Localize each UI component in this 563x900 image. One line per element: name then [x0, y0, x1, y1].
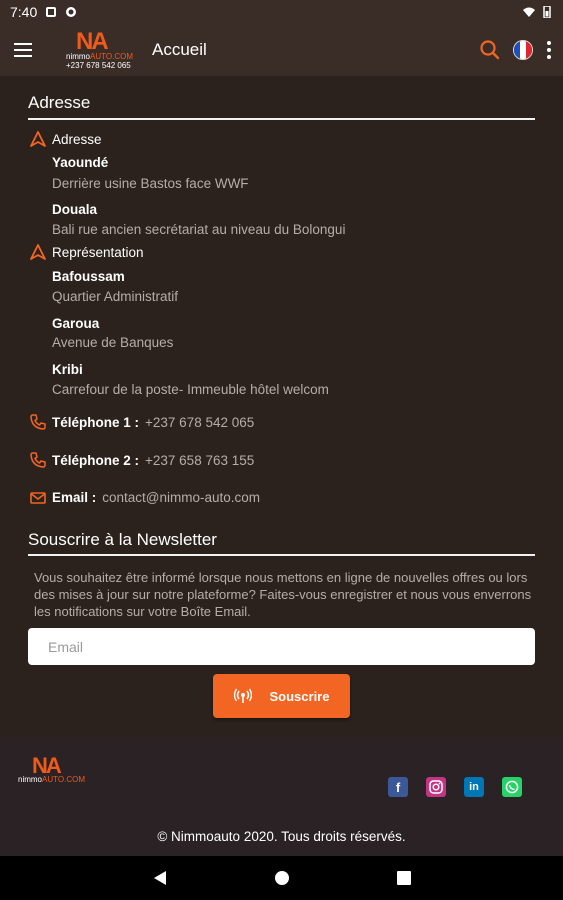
whatsapp-glyph: [505, 780, 519, 794]
footer: [0, 737, 563, 856]
phone-icon: [30, 414, 46, 430]
system-navigation-bar: [0, 856, 563, 900]
phone1-value[interactable]: +237 678 542 065: [145, 414, 255, 430]
divider: [28, 118, 535, 120]
representation-group-label: Représentation: [52, 244, 144, 260]
divider: [28, 554, 535, 556]
copyright-text: © Nimmoauto 2020. Tous droits réservés.: [157, 829, 406, 844]
wifi-icon: [523, 6, 535, 18]
subscribe-button-label: Souscrire: [269, 688, 330, 704]
city-address: Carrefour de la poste- Immeuble hôtel welcom: [52, 382, 329, 397]
mail-icon: [30, 491, 46, 505]
email-label: Email :: [52, 490, 97, 505]
battery-icon: [541, 6, 553, 18]
menu-button[interactable]: [4, 30, 44, 70]
facebook-icon[interactable]: [388, 777, 408, 797]
city-name: Garoua: [52, 316, 100, 331]
newsletter-description: Vous souhaitez être informé lorsque nous mettons en ligne de nouvelles offres ou lors des mises à jour sur notre plateforme? Faites-vous enregistrer et nous vous enverrons les notifications sur votre Boîte Email.: [34, 570, 532, 619]
back-button[interactable]: [148, 866, 172, 890]
logo-brand-prefix: nimmo: [66, 52, 91, 61]
phone-icon: [30, 452, 46, 468]
logo-letters: NA: [76, 28, 107, 55]
linkedin-glyph: in: [469, 781, 479, 793]
broadcast-icon: [234, 688, 252, 704]
language-flag-icon[interactable]: [513, 40, 533, 60]
location-arrow-icon: [30, 244, 46, 260]
whatsapp-icon[interactable]: [502, 777, 522, 797]
footer-logo-brand-prefix: nimmo: [18, 775, 43, 784]
address-section-title: Adresse: [28, 93, 91, 112]
city-address: Bali rue ancien secrétariat au niveau du Bolongui: [52, 222, 346, 237]
recents-button[interactable]: [392, 866, 416, 890]
recents-square-icon: [397, 871, 411, 885]
copyright-status-icon: [65, 6, 77, 18]
phone2-row[interactable]: [30, 452, 254, 468]
app-bar: [0, 24, 563, 76]
city-address: Derrière usine Bastos face WWF: [52, 176, 249, 191]
home-circle-icon: [274, 870, 290, 886]
city-address: Avenue de Banques: [52, 335, 174, 350]
footer-logo-brand-suffix: AUTO.COM: [42, 775, 85, 784]
newsletter-title: Souscrire à la Newsletter: [28, 530, 217, 549]
page-title: Accueil: [152, 40, 207, 59]
notification-icon: [45, 6, 57, 18]
phone1-row[interactable]: [30, 414, 254, 430]
subscribe-button[interactable]: [213, 674, 350, 718]
app-logo[interactable]: [64, 28, 140, 72]
back-triangle-icon: [153, 870, 167, 886]
city-name: Bafoussam: [52, 269, 125, 284]
home-button[interactable]: [270, 866, 294, 890]
address-group-header: [30, 131, 102, 147]
main-content: [0, 76, 563, 737]
hamburger-icon: [14, 42, 34, 58]
instagram-glyph: [429, 780, 443, 794]
newsletter-email-input[interactable]: [28, 628, 535, 665]
linkedin-icon[interactable]: [464, 777, 484, 797]
phone2-label: Téléphone 2 :: [52, 452, 140, 468]
instagram-icon[interactable]: [426, 777, 446, 797]
status-bar: [0, 0, 563, 24]
city-name: Kribi: [52, 362, 83, 377]
footer-logo-brand: [18, 775, 85, 784]
address-group-label: Adresse: [52, 131, 102, 147]
facebook-glyph: f: [395, 779, 401, 795]
location-arrow-icon: [30, 131, 46, 147]
city-name: Douala: [52, 202, 98, 217]
phone1-label: Téléphone 1 :: [52, 414, 140, 430]
city-address: Quartier Administratif: [52, 289, 179, 304]
more-options-icon[interactable]: [545, 40, 553, 60]
email-row[interactable]: [30, 490, 260, 505]
footer-logo-letters: NA: [32, 753, 60, 778]
logo-brand-suffix: AUTO.COM: [90, 52, 133, 61]
logo-brand: [66, 52, 133, 61]
representation-group-header: [30, 244, 144, 260]
social-links: [388, 777, 522, 797]
footer-logo[interactable]: [18, 753, 94, 787]
email-value[interactable]: contact@nimmo-auto.com: [102, 490, 261, 505]
phone2-value[interactable]: +237 658 763 155: [145, 452, 255, 468]
status-time: 7:40: [10, 4, 38, 20]
logo-phone: +237 678 542 065: [66, 61, 131, 70]
search-icon[interactable]: [479, 39, 501, 61]
city-name: Yaoundé: [52, 155, 109, 170]
